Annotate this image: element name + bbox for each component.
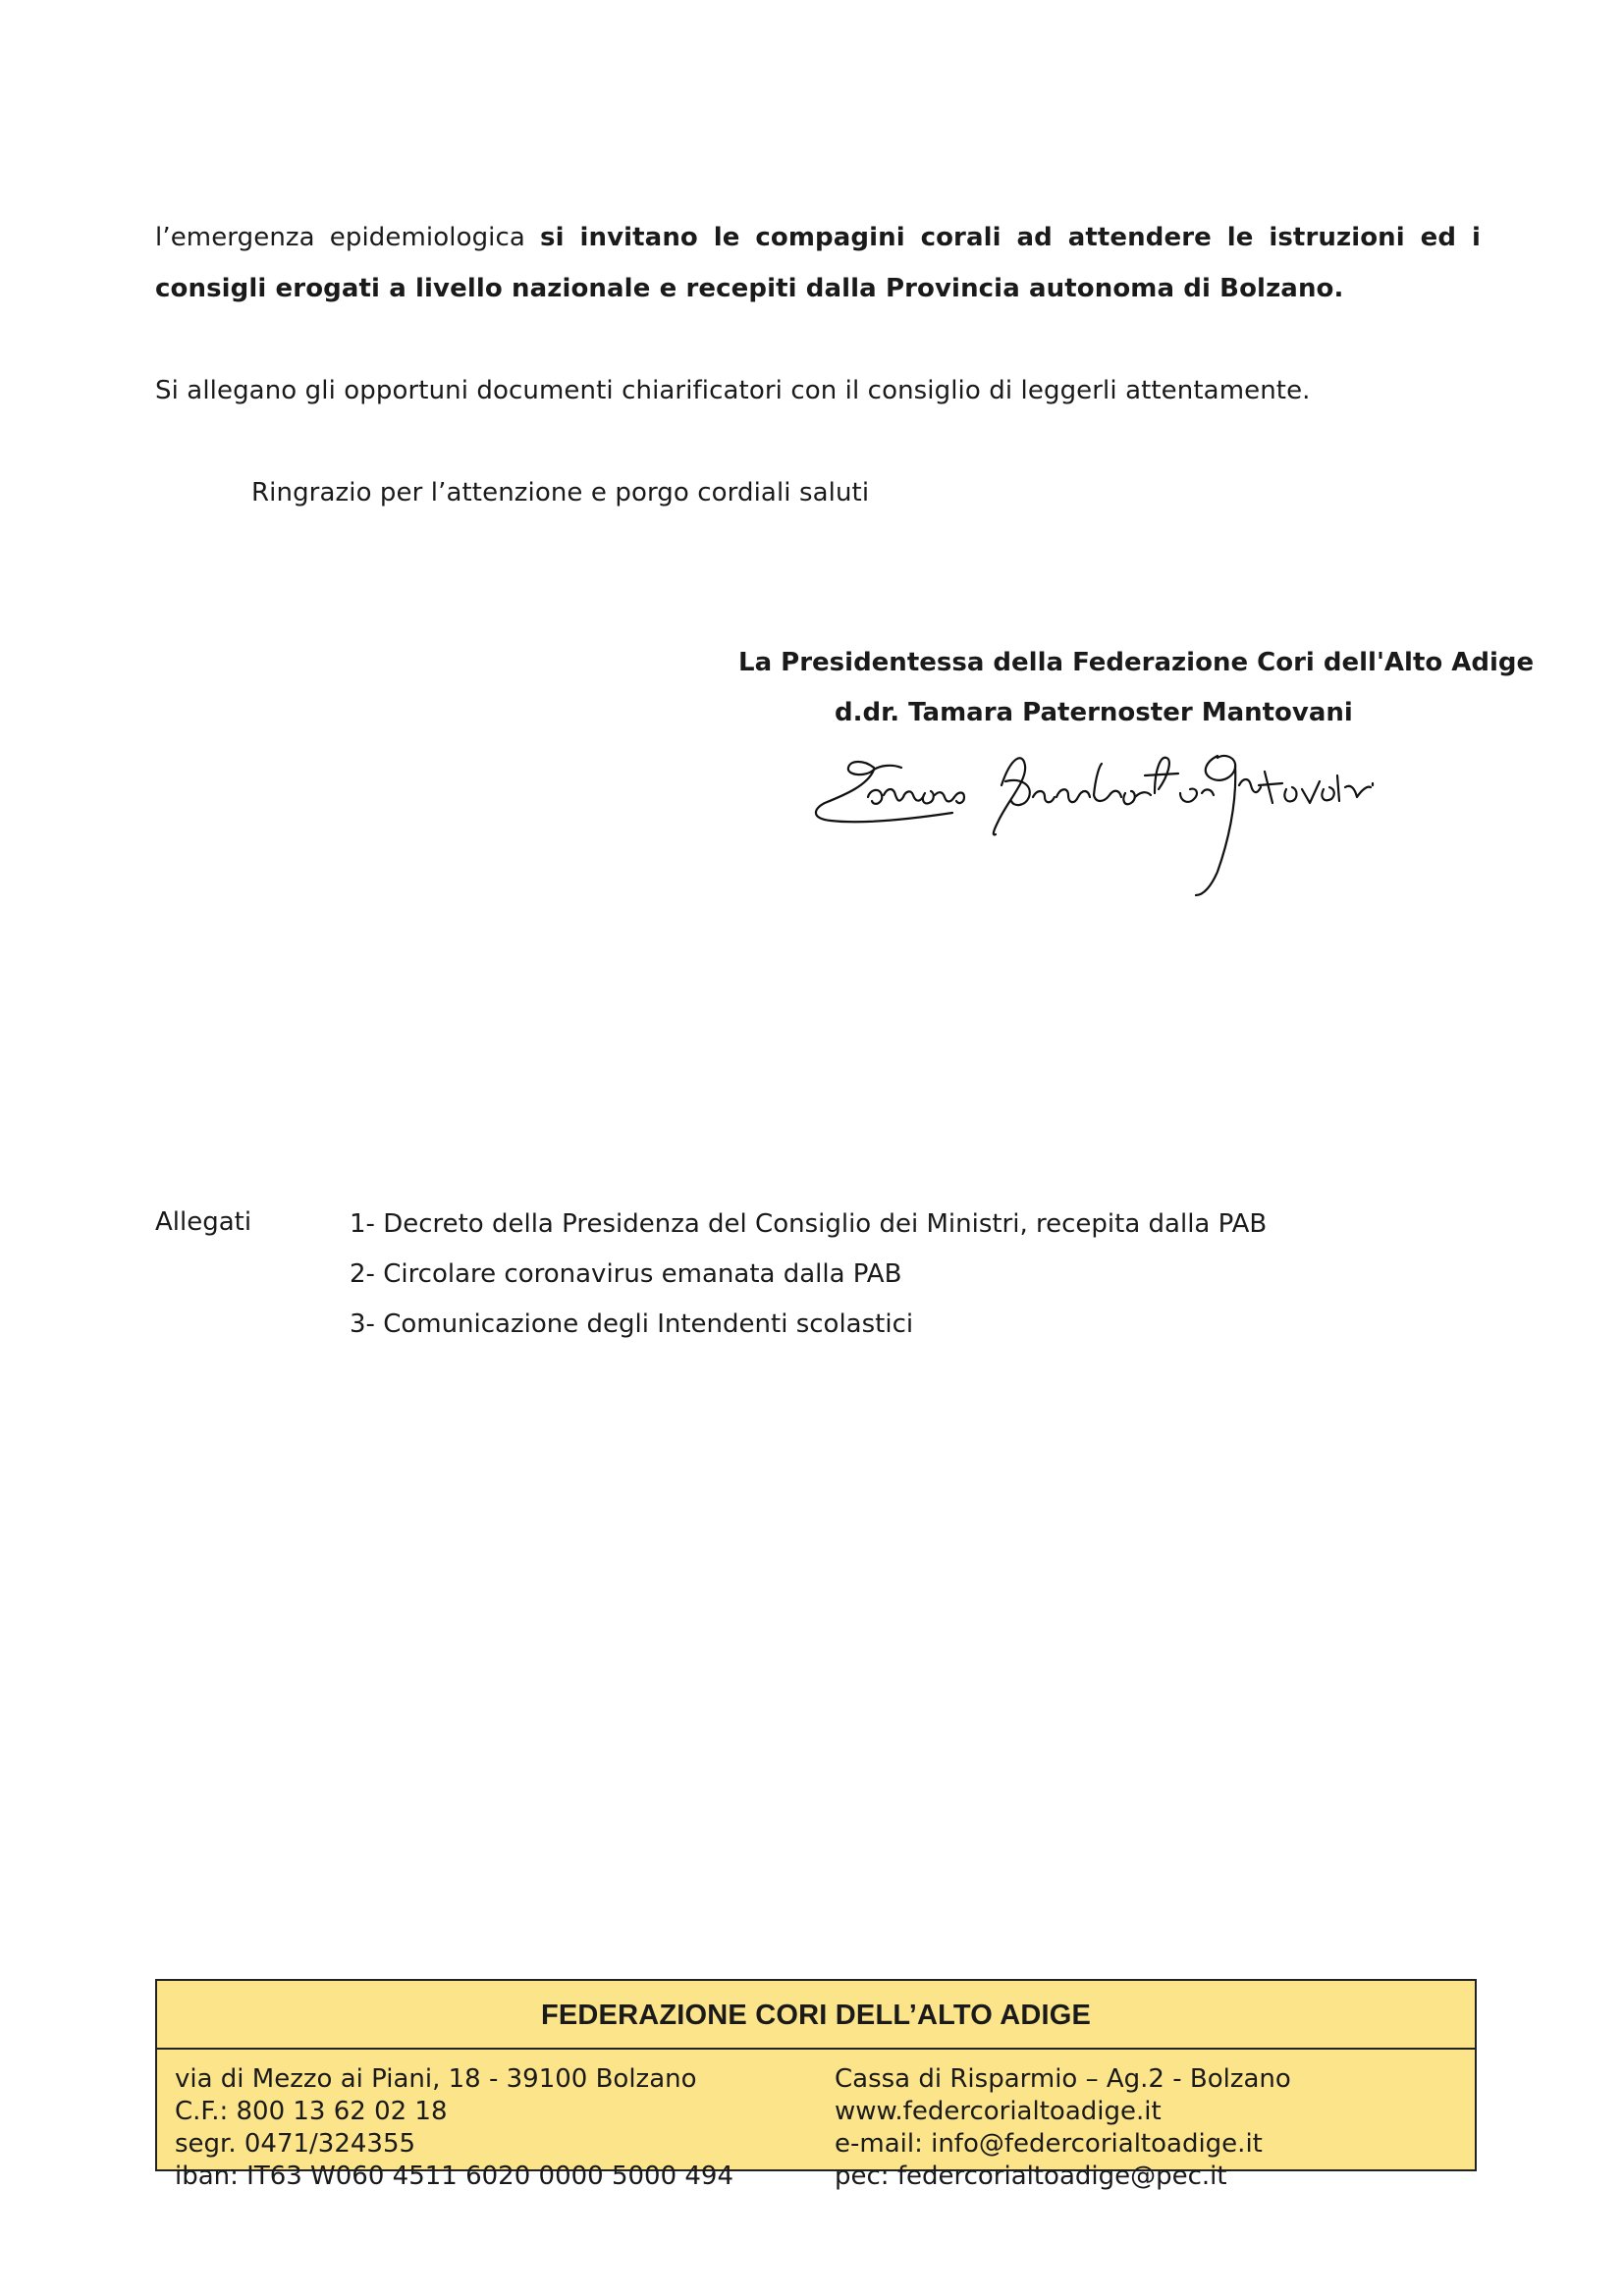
footer-pec-link[interactable]: pec: federcorialtoadige@pec.it: [835, 2162, 1227, 2191]
attachment-item: 2- Circolare coronavirus emanata dalla PAB: [350, 1259, 902, 1289]
body-paragraph-2: Si allegano gli opportuni documenti chiarificatori con il consiglio di leggerli attentamente.: [155, 376, 1311, 405]
footer-organization-title: FEDERAZIONE CORI DELL’ALTO ADIGE: [157, 1981, 1475, 2050]
attachments-list: [350, 1200, 1267, 1350]
handwritten-signature: [805, 746, 1375, 903]
attachment-item: 3- Comunicazione degli Intendenti scolastici: [350, 1309, 914, 1339]
attachments-label: Allegati: [155, 1207, 252, 1237]
footer-address-column: [175, 2063, 733, 2193]
footer-tax-code: C.F.: 800 13 62 02 18: [175, 2097, 448, 2126]
footer-iban: iban: IT63 W060 4511 6020 0000 5000 494: [175, 2162, 734, 2191]
footer-bank: Cassa di Risparmio – Ag.2 - Bolzano: [835, 2064, 1291, 2094]
attachment-item: 1- Decreto della Presidenza del Consiglio dei Ministri, recepita dalla PAB: [350, 1209, 1268, 1239]
signatory-name: d.dr. Tamara Paternoster Mantovani: [835, 698, 1353, 727]
footer-contact-column: [835, 2063, 1291, 2193]
footer-address: via di Mezzo ai Piani, 18 - 39100 Bolzano: [175, 2064, 697, 2094]
paragraph-1-bold-text: si invitano le compagini corali ad attendere le istruzioni ed i consigli erogati a livello nazionale e recepiti dalla Provincia autonoma di Bolzano.: [155, 223, 1481, 303]
closing-greeting: Ringrazio per l’attenzione e porgo cordiali saluti: [251, 478, 870, 507]
footer-website-link[interactable]: www.federcorialtoadige.it: [835, 2097, 1162, 2126]
letterhead-footer: [155, 1979, 1477, 2191]
paragraph-1-plain-text: l’emergenza epidemiologica: [155, 223, 541, 252]
footer-phone: segr. 0471/324355: [175, 2129, 416, 2159]
signatory-role: La Presidentessa della Federazione Cori dell'Alto Adige: [738, 648, 1535, 677]
footer-email-link[interactable]: e-mail: info@federcorialtoadige.it: [835, 2129, 1263, 2159]
body-paragraph-1: [155, 212, 1481, 314]
